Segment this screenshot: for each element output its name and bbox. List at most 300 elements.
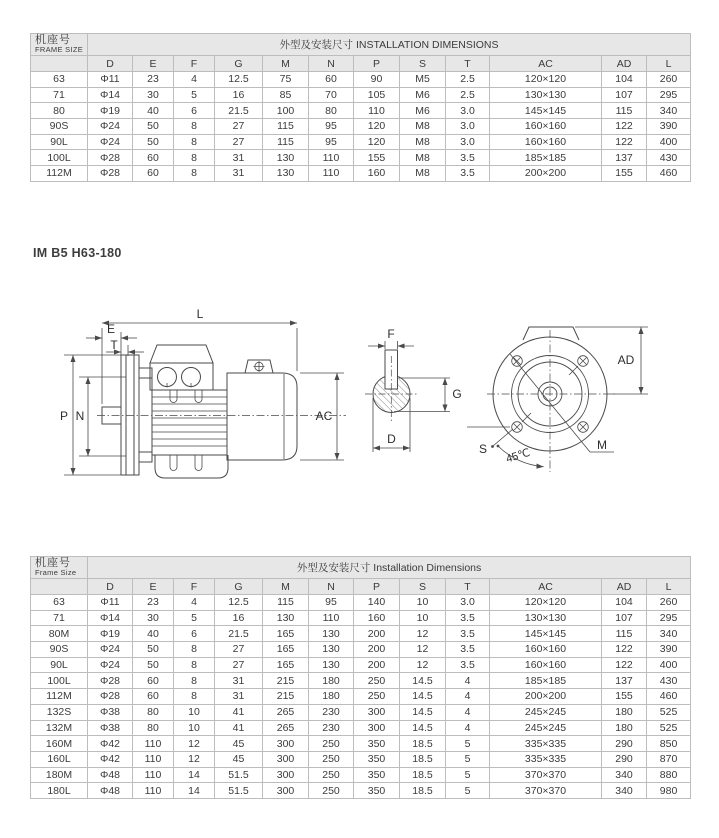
table-row (31, 610, 691, 626)
dimension-cell: 430 (647, 673, 691, 689)
dimension-cell: 23 (133, 72, 174, 88)
dimension-cell: 31 (215, 166, 263, 182)
dimension-cell: 80 (133, 720, 174, 736)
frame-size-cell: 100L (31, 150, 88, 166)
dimension-cell: 130 (263, 150, 309, 166)
dimension-cell: 180 (602, 720, 647, 736)
dimension-cell: 3.5 (446, 150, 490, 166)
dimension-cell: 3.0 (446, 103, 490, 119)
dimension-cell: 120×120 (490, 595, 602, 611)
dimension-cell: 4 (446, 673, 490, 689)
table-row (31, 166, 691, 182)
column-header: AD (602, 579, 647, 595)
dimension-cell: 525 (647, 704, 691, 720)
dim-label-M: M (597, 438, 607, 452)
dimension-cell: 40 (133, 626, 174, 642)
dimension-cell: Φ14 (88, 87, 133, 103)
frame-size-cell: 71 (31, 610, 88, 626)
frame-size-header (31, 557, 88, 579)
dimension-cell: 10 (400, 595, 446, 611)
dimension-cell: 18.5 (400, 767, 446, 783)
dimension-cell: M8 (400, 119, 446, 135)
bottom-shell (155, 455, 228, 478)
dimension-cell: 140 (354, 595, 400, 611)
dimension-cell: 250 (309, 783, 354, 799)
table-row (31, 72, 691, 88)
table-row (31, 720, 691, 736)
dimension-cell: 3.5 (446, 642, 490, 658)
dimension-cell: 31 (215, 150, 263, 166)
dimension-cell: 110 (133, 767, 174, 783)
dimension-cell: 850 (647, 736, 691, 752)
dimension-cell: Φ24 (88, 657, 133, 673)
dimension-cell: 200×200 (490, 689, 602, 705)
dimension-cell: 51.5 (215, 767, 263, 783)
dimension-cell: 160×160 (490, 657, 602, 673)
dimension-cell: Φ11 (88, 72, 133, 88)
dimension-cell: 60 (133, 673, 174, 689)
dimension-cell: 390 (647, 119, 691, 135)
dimension-cell: 8 (174, 134, 215, 150)
dimension-cell: 130×130 (490, 610, 602, 626)
frame-size-cell: 90L (31, 134, 88, 150)
dimension-cell: 110 (309, 166, 354, 182)
table-row (31, 103, 691, 119)
dimension-cell: 300 (354, 704, 400, 720)
dimension-cell: 23 (133, 595, 174, 611)
column-header: D (88, 56, 133, 72)
dimension-cell: 460 (647, 166, 691, 182)
dimension-cell: 215 (263, 689, 309, 705)
dimension-cell: 525 (647, 720, 691, 736)
dimension-cell: 115 (602, 103, 647, 119)
installation-dimensions-title: 外型及安装尺寸 Installation Dimensions (88, 557, 691, 579)
dim-label-AC: AC (315, 409, 333, 423)
dimension-cell: 400 (647, 657, 691, 673)
dimension-cell: 250 (354, 689, 400, 705)
dimension-cell: Φ38 (88, 704, 133, 720)
dimension-cell: 12.5 (215, 595, 263, 611)
frame-size-cell: 80 (31, 103, 88, 119)
side-view-labels (60, 307, 333, 423)
s-leader-line (493, 429, 513, 446)
dimension-cell: 70 (309, 87, 354, 103)
dimension-cell: 12.5 (215, 72, 263, 88)
dimension-cell: 155 (602, 166, 647, 182)
dimension-cell: 245×245 (490, 720, 602, 736)
dimension-cell: M6 (400, 103, 446, 119)
column-header: G (215, 56, 263, 72)
dimension-cell: 4 (446, 720, 490, 736)
dimension-cell: 110 (309, 610, 354, 626)
dimension-cell: 250 (309, 736, 354, 752)
column-header: AD (602, 56, 647, 72)
side-view-dimensions (64, 323, 344, 475)
column-header: AC (490, 579, 602, 595)
column-header: P (354, 579, 400, 595)
dimension-cell: 60 (133, 150, 174, 166)
table-row (31, 704, 691, 720)
column-header: T (446, 579, 490, 595)
dimension-cell: 6 (174, 626, 215, 642)
dimension-cell: Φ11 (88, 595, 133, 611)
installation-dimensions-title: 外型及安装尺寸 INSTALLATION DIMENSIONS (88, 34, 691, 56)
dimension-cell: 30 (133, 610, 174, 626)
dimension-cell: 8 (174, 689, 215, 705)
table-row (31, 595, 691, 611)
dimension-cell: 115 (263, 595, 309, 611)
dimension-cell: 10 (400, 610, 446, 626)
table-row (31, 783, 691, 799)
dim-label-P: P (59, 409, 69, 423)
dim-label-T: T (110, 338, 118, 352)
dimension-cell: 122 (602, 642, 647, 658)
dimension-cell: 60 (133, 166, 174, 182)
dimension-cell: 4 (174, 595, 215, 611)
frame-column-blank (31, 579, 88, 595)
column-header: S (400, 579, 446, 595)
dimension-cell: 18.5 (400, 736, 446, 752)
dimension-cell: 122 (602, 119, 647, 135)
dimension-cell: 130 (309, 626, 354, 642)
dimension-cell: 18.5 (400, 751, 446, 767)
table-row (31, 642, 691, 658)
dimension-cell: 110 (309, 150, 354, 166)
dimension-cell: 300 (263, 736, 309, 752)
dimension-cell: Φ14 (88, 610, 133, 626)
flange-front-dimensions (467, 327, 648, 467)
flange-front-labels (479, 353, 635, 465)
dimension-cell: Φ24 (88, 134, 133, 150)
dimension-cell: 27 (215, 134, 263, 150)
table-title-row (31, 557, 691, 579)
frame-size-cell: 180M (31, 767, 88, 783)
dimension-cell: 350 (354, 767, 400, 783)
table-row (31, 150, 691, 166)
dimension-cell: 165 (263, 626, 309, 642)
dimension-cell: 50 (133, 642, 174, 658)
dimension-cell: 335×335 (490, 751, 602, 767)
dimension-cell: 2.5 (446, 87, 490, 103)
dimension-cell: 250 (354, 673, 400, 689)
dimension-cell: 165 (263, 642, 309, 658)
frame-column-blank (31, 56, 88, 72)
dimension-cell: 31 (215, 689, 263, 705)
frame-size-cell: 112M (31, 166, 88, 182)
column-header: L (647, 56, 691, 72)
column-header: E (133, 579, 174, 595)
bottom-table-body (31, 595, 691, 799)
dimension-cell: 21.5 (215, 103, 263, 119)
dimension-cell: 95 (309, 134, 354, 150)
dimension-cell: 41 (215, 720, 263, 736)
dimension-cell: 130 (263, 610, 309, 626)
column-header: M (263, 56, 309, 72)
frame-size-cell: 63 (31, 72, 88, 88)
top-dimensions-table (30, 33, 691, 182)
dimension-cell: 230 (309, 704, 354, 720)
frame-size-cell: 112M (31, 689, 88, 705)
dimension-cell: 160 (354, 610, 400, 626)
cooling-fins (152, 397, 227, 446)
dimension-cell: 200×200 (490, 166, 602, 182)
dimension-cell: Φ28 (88, 150, 133, 166)
dimension-cell: 45 (215, 751, 263, 767)
dimension-cell: 27 (215, 119, 263, 135)
dimension-cell: 215 (263, 673, 309, 689)
bottom-dimensions-table (30, 556, 691, 799)
dimension-cell: 14 (174, 783, 215, 799)
dimension-cell: 5 (446, 767, 490, 783)
frame-size-cell: 90S (31, 642, 88, 658)
dimension-cell: 5 (446, 751, 490, 767)
dimension-cell: 27 (215, 642, 263, 658)
table-row (31, 134, 691, 150)
dimension-cell: 350 (354, 751, 400, 767)
column-header: P (354, 56, 400, 72)
dimension-cell: 45 (215, 736, 263, 752)
dimension-cell: 14 (174, 767, 215, 783)
table-row (31, 736, 691, 752)
dimension-cell: Φ48 (88, 783, 133, 799)
dimension-cell: 31 (215, 673, 263, 689)
dim-label-E: E (106, 322, 116, 336)
dimension-cell: 180 (602, 704, 647, 720)
dimension-cell: 4 (446, 689, 490, 705)
angle-label: 45℃ (504, 446, 532, 466)
dimension-cell: 5 (446, 783, 490, 799)
dimension-cell: 3.0 (446, 134, 490, 150)
dimension-cell: 27 (215, 657, 263, 673)
dimension-cell: Φ28 (88, 689, 133, 705)
dimension-cell: 5 (446, 736, 490, 752)
frame-size-cell: 132S (31, 704, 88, 720)
dimension-cell: 14.5 (400, 720, 446, 736)
dimension-cell: 980 (647, 783, 691, 799)
section-title: IM B5 H63-180 (33, 246, 122, 260)
dimension-cell: 14.5 (400, 704, 446, 720)
dimension-cell: 16 (215, 87, 263, 103)
column-header-row (31, 56, 691, 72)
dimension-cell: 130×130 (490, 87, 602, 103)
dimension-cell: 107 (602, 87, 647, 103)
frame-size-cell: 80M (31, 626, 88, 642)
dimension-cell: 12 (174, 751, 215, 767)
dimension-cell: 12 (400, 657, 446, 673)
dimension-cell: 90 (354, 72, 400, 88)
frame-size-cell: 100L (31, 673, 88, 689)
dimension-cell: 14.5 (400, 673, 446, 689)
dim-label-AD: AD (617, 353, 635, 367)
dimension-cell: 104 (602, 72, 647, 88)
dimension-cell: 160×160 (490, 642, 602, 658)
terminal-box-top (523, 327, 579, 340)
dimension-cell: 50 (133, 119, 174, 135)
dimension-cell: 260 (647, 595, 691, 611)
dimension-cell: 75 (263, 72, 309, 88)
dimension-cell: 155 (602, 689, 647, 705)
dimension-cell: Φ42 (88, 736, 133, 752)
dimension-cell: 185×185 (490, 673, 602, 689)
dimension-cell: 335×335 (490, 736, 602, 752)
dimension-cell: 115 (263, 134, 309, 150)
dimension-cell: 95 (309, 119, 354, 135)
dimension-cell: 295 (647, 610, 691, 626)
dimension-cell: M8 (400, 134, 446, 150)
dimension-cell: 300 (263, 751, 309, 767)
dimension-cell: 155 (354, 150, 400, 166)
dimension-cell: 115 (602, 626, 647, 642)
motor-dimension-drawing (0, 285, 719, 535)
dimension-cell: 340 (647, 626, 691, 642)
dimension-cell: 137 (602, 673, 647, 689)
dimension-cell: 370×370 (490, 767, 602, 783)
dimension-cell: 110 (133, 751, 174, 767)
dimension-cell: 122 (602, 657, 647, 673)
dimension-cell: 16 (215, 610, 263, 626)
dimension-cell: 30 (133, 87, 174, 103)
dimension-cell: 120 (354, 134, 400, 150)
dimension-cell: 115 (263, 119, 309, 135)
dimension-cell: 3.5 (446, 626, 490, 642)
dimension-cell: 6 (174, 103, 215, 119)
column-header: N (309, 56, 354, 72)
frame-size-cell: 63 (31, 595, 88, 611)
dimension-cell: 95 (309, 595, 354, 611)
dimension-cell: 430 (647, 150, 691, 166)
dimension-cell: 290 (602, 751, 647, 767)
dimension-cell: 200 (354, 657, 400, 673)
dimension-cell: 265 (263, 720, 309, 736)
dimension-cell: 460 (647, 689, 691, 705)
dimension-cell: 100 (263, 103, 309, 119)
dimension-cell: 3.5 (446, 657, 490, 673)
dimension-cell: M8 (400, 150, 446, 166)
dimension-cell: Φ28 (88, 673, 133, 689)
dimension-cell: 400 (647, 134, 691, 150)
dimension-cell: 10 (174, 704, 215, 720)
dimension-cell: 60 (133, 689, 174, 705)
dimension-cell: 40 (133, 103, 174, 119)
dimension-cell: 4 (446, 704, 490, 720)
dimension-cell: 340 (647, 103, 691, 119)
dimension-cell: 18.5 (400, 783, 446, 799)
dimension-cell: 80 (309, 103, 354, 119)
column-header: S (400, 56, 446, 72)
dimension-cell: 105 (354, 87, 400, 103)
column-header-row (31, 579, 691, 595)
frame-size-cell: 90S (31, 119, 88, 135)
dimension-cell: 370×370 (490, 783, 602, 799)
frame-size-cell: 160L (31, 751, 88, 767)
dimension-cell: 8 (174, 642, 215, 658)
dimension-cell: 180 (309, 673, 354, 689)
table-row (31, 119, 691, 135)
dimension-cell: 110 (133, 736, 174, 752)
dimension-cell: 21.5 (215, 626, 263, 642)
dimension-cell: 160×160 (490, 119, 602, 135)
dimension-cell: 120×120 (490, 72, 602, 88)
dimension-cell: 250 (309, 767, 354, 783)
dimension-cell: Φ24 (88, 642, 133, 658)
dim-label-F: F (387, 327, 395, 341)
dim-label-S: S (478, 442, 488, 456)
frame-size-cell: 180L (31, 783, 88, 799)
column-header: F (174, 579, 215, 595)
dimension-cell: 12 (400, 642, 446, 658)
dimension-cell: 295 (647, 87, 691, 103)
dimension-cell: 250 (309, 751, 354, 767)
dimension-cell: 8 (174, 119, 215, 135)
frame-size-cell: 71 (31, 87, 88, 103)
dimension-cell: 8 (174, 150, 215, 166)
dimension-cell: 2.5 (446, 72, 490, 88)
dimension-cell: 122 (602, 134, 647, 150)
table-row (31, 689, 691, 705)
frame-size-cell: 132M (31, 720, 88, 736)
dimension-cell: 50 (133, 134, 174, 150)
dimension-cell: 8 (174, 166, 215, 182)
dimension-cell: 200 (354, 642, 400, 658)
dimension-cell: 130 (309, 657, 354, 673)
column-header: G (215, 579, 263, 595)
dimension-cell: Φ38 (88, 720, 133, 736)
dimension-cell: 14.5 (400, 689, 446, 705)
dimension-cell: Φ28 (88, 166, 133, 182)
dimension-cell: 3.0 (446, 595, 490, 611)
frame-size-label-zh: 机座号 (35, 34, 71, 47)
dimension-cell: 41 (215, 704, 263, 720)
dimension-cell: 3.0 (446, 119, 490, 135)
dimension-cell: 300 (263, 783, 309, 799)
table-title-row (31, 34, 691, 56)
frame-size-label-zh: 机座号 (35, 557, 71, 570)
dimension-cell: 300 (354, 720, 400, 736)
flange-plate (121, 355, 139, 475)
dimension-cell: 50 (133, 657, 174, 673)
dimension-cell: 230 (309, 720, 354, 736)
dimension-cell: 350 (354, 783, 400, 799)
column-header: AC (490, 56, 602, 72)
table-row (31, 657, 691, 673)
frame-size-cell: 160M (31, 736, 88, 752)
dimension-cell: 300 (263, 767, 309, 783)
dimension-cell: 245×245 (490, 704, 602, 720)
dimension-cell: 265 (263, 704, 309, 720)
dimension-cell: 165 (263, 657, 309, 673)
dimension-cell: 60 (309, 72, 354, 88)
table-row (31, 626, 691, 642)
dimension-cell: M6 (400, 87, 446, 103)
dimension-cell: 51.5 (215, 783, 263, 799)
frame-size-label-en: FRAME SIZE (35, 45, 84, 55)
dimension-cell: 200 (354, 626, 400, 642)
dimension-cell: 3.5 (446, 610, 490, 626)
dimension-cell: 120 (354, 119, 400, 135)
dimension-cell: 870 (647, 751, 691, 767)
dimension-cell: 160 (354, 166, 400, 182)
dimension-cell: Φ19 (88, 103, 133, 119)
dimension-cell: 160×160 (490, 134, 602, 150)
dim-label-G: G (452, 387, 462, 401)
fan-cover (227, 373, 297, 460)
dim-label-N: N (75, 409, 85, 423)
table-row (31, 751, 691, 767)
dimension-cell: 350 (354, 736, 400, 752)
dimension-cell: 880 (647, 767, 691, 783)
dimension-cell: 85 (263, 87, 309, 103)
dimension-cell: 12 (400, 626, 446, 642)
